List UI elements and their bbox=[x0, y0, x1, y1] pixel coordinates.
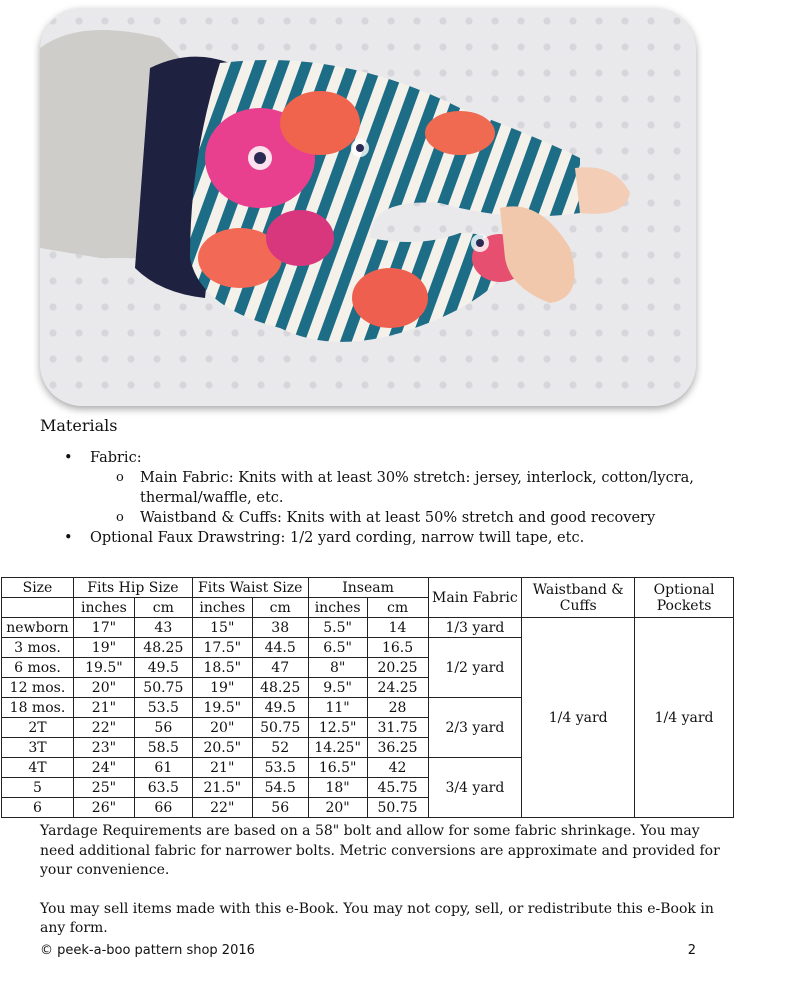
list-item-fabric bbox=[40, 448, 720, 528]
cell-hip-in: 25" bbox=[73, 778, 134, 798]
copyright-text: © peek-a-boo pattern shop 2016 bbox=[40, 943, 255, 958]
cell-hip-in: 22" bbox=[73, 718, 134, 738]
cell-hip-cm: 48.25 bbox=[134, 638, 192, 658]
header-inseam: Inseam bbox=[308, 578, 428, 598]
cell-waist-cm: 38 bbox=[252, 618, 308, 638]
cell-hip-in: 26" bbox=[73, 798, 134, 818]
header-inseam-cm: cm bbox=[367, 598, 428, 618]
cell-waist-cm: 50.75 bbox=[252, 718, 308, 738]
header-waistband-cuffs: Waistband & Cuffs bbox=[522, 578, 635, 618]
cell-waist-cm: 47 bbox=[252, 658, 308, 678]
cell-inseam-in: 11" bbox=[308, 698, 367, 718]
cell-hip-in: 19" bbox=[73, 638, 134, 658]
cell-size: 3 mos. bbox=[2, 638, 74, 658]
header-main-fabric: Main Fabric bbox=[428, 578, 522, 618]
header-hip-cm: cm bbox=[134, 598, 192, 618]
cell-hip-cm: 53.5 bbox=[134, 698, 192, 718]
cell-inseam-cm: 50.75 bbox=[367, 798, 428, 818]
cell-size: 18 mos. bbox=[2, 698, 74, 718]
cell-waist-in: 22" bbox=[192, 798, 252, 818]
notes-section bbox=[40, 822, 730, 958]
header-waist-inches: inches bbox=[192, 598, 252, 618]
size-chart-table bbox=[1, 577, 734, 818]
cell-inseam-cm: 45.75 bbox=[367, 778, 428, 798]
cell-hip-cm: 66 bbox=[134, 798, 192, 818]
cell-size: 12 mos. bbox=[2, 678, 74, 698]
cell-inseam-in: 16.5" bbox=[308, 758, 367, 778]
list-item-main-fabric: o Main Fabric: Knits with at least 30% stretch: jersey, interlock, cotton/lycra, thermal/waffle, etc. bbox=[90, 468, 720, 508]
cell-hip-in: 19.5" bbox=[73, 658, 134, 678]
baby-pants-photo bbox=[40, 8, 696, 406]
cell-waist-in: 20.5" bbox=[192, 738, 252, 758]
cell-waist-cm: 48.25 bbox=[252, 678, 308, 698]
cell-inseam-in: 12.5" bbox=[308, 718, 367, 738]
cell-hip-cm: 50.75 bbox=[134, 678, 192, 698]
header-inseam-inches: inches bbox=[308, 598, 367, 618]
list-item-waistband-cuffs: o Waistband & Cuffs: Knits with at least 50% stretch and good recovery bbox=[90, 508, 720, 528]
cell-waist-in: 15" bbox=[192, 618, 252, 638]
cell-waist-cm: 44.5 bbox=[252, 638, 308, 658]
cell-size: 6 bbox=[2, 798, 74, 818]
cell-inseam-in: 20" bbox=[308, 798, 367, 818]
header-hip: Fits Hip Size bbox=[73, 578, 192, 598]
cell-inseam-cm: 36.25 bbox=[367, 738, 428, 758]
materials-list bbox=[40, 448, 720, 548]
header-waist-cm: cm bbox=[252, 598, 308, 618]
cell-size: newborn bbox=[2, 618, 74, 638]
cell-size: 4T bbox=[2, 758, 74, 778]
fabric-sublist bbox=[90, 468, 720, 528]
cell-waist-in: 21.5" bbox=[192, 778, 252, 798]
cell-inseam-cm: 20.25 bbox=[367, 658, 428, 678]
header-size-blank bbox=[2, 598, 74, 618]
cell-inseam-in: 8" bbox=[308, 658, 367, 678]
cell-waist-cm: 56 bbox=[252, 798, 308, 818]
cell-hip-cm: 43 bbox=[134, 618, 192, 638]
cell-inseam-cm: 28 bbox=[367, 698, 428, 718]
cell-waist-in: 19.5" bbox=[192, 698, 252, 718]
cell-waist-cm: 52 bbox=[252, 738, 308, 758]
cell-size: 5 bbox=[2, 778, 74, 798]
cell-waist-in: 21" bbox=[192, 758, 252, 778]
cell-hip-cm: 58.5 bbox=[134, 738, 192, 758]
cell-waist-cm: 53.5 bbox=[252, 758, 308, 778]
table-row bbox=[2, 618, 734, 638]
photo-illustration bbox=[40, 8, 696, 406]
cell-optional-pockets: 1/4 yard bbox=[635, 618, 734, 818]
header-waist: Fits Waist Size bbox=[192, 578, 308, 598]
cell-main-fabric: 1/2 yard bbox=[428, 638, 522, 698]
header-optional-pockets: Optional Pockets bbox=[635, 578, 734, 618]
list-item-drawstring: • Optional Faux Drawstring: 1/2 yard cording, narrow twill tape, etc. bbox=[40, 528, 720, 548]
cell-inseam-in: 5.5" bbox=[308, 618, 367, 638]
cell-main-fabric: 1/3 yard bbox=[428, 618, 522, 638]
cell-size: 6 mos. bbox=[2, 658, 74, 678]
cell-hip-in: 20" bbox=[73, 678, 134, 698]
cell-hip-cm: 61 bbox=[134, 758, 192, 778]
page-footer bbox=[40, 943, 696, 958]
cell-hip-in: 17" bbox=[73, 618, 134, 638]
cell-waist-cm: 49.5 bbox=[252, 698, 308, 718]
cell-inseam-cm: 14 bbox=[367, 618, 428, 638]
cell-hip-in: 24" bbox=[73, 758, 134, 778]
header-hip-inches: inches bbox=[73, 598, 134, 618]
fabric-label: Fabric: bbox=[90, 450, 142, 466]
cell-inseam-in: 6.5" bbox=[308, 638, 367, 658]
cell-waist-in: 18.5" bbox=[192, 658, 252, 678]
yardage-note: Yardage Requirements are based on a 58" bolt and allow for some fabric shrinkage. You may need additional fabric for narrower bolts. Metric conversions are approximate and provided for your convenience. bbox=[40, 823, 720, 878]
cell-size: 3T bbox=[2, 738, 74, 758]
materials-heading: Materials bbox=[40, 416, 118, 435]
cell-waistband-cuffs: 1/4 yard bbox=[522, 618, 635, 818]
license-note: You may sell items made with this e-Book. You may not copy, sell, or redistribute this e-Book in any form. bbox=[40, 900, 714, 936]
cell-inseam-cm: 42 bbox=[367, 758, 428, 778]
cell-waist-in: 17.5" bbox=[192, 638, 252, 658]
cell-inseam-cm: 24.25 bbox=[367, 678, 428, 698]
cell-inseam-in: 14.25" bbox=[308, 738, 367, 758]
cell-inseam-cm: 16.5 bbox=[367, 638, 428, 658]
cell-main-fabric: 3/4 yard bbox=[428, 758, 522, 818]
cell-waist-cm: 54.5 bbox=[252, 778, 308, 798]
cell-waist-in: 20" bbox=[192, 718, 252, 738]
cell-hip-cm: 49.5 bbox=[134, 658, 192, 678]
cell-hip-cm: 63.5 bbox=[134, 778, 192, 798]
header-size: Size bbox=[2, 578, 74, 598]
cell-main-fabric: 2/3 yard bbox=[428, 698, 522, 758]
cell-hip-cm: 56 bbox=[134, 718, 192, 738]
cell-size: 2T bbox=[2, 718, 74, 738]
cell-hip-in: 23" bbox=[73, 738, 134, 758]
page-number: 2 bbox=[687, 943, 696, 958]
cell-inseam-in: 18" bbox=[308, 778, 367, 798]
cell-hip-in: 21" bbox=[73, 698, 134, 718]
cell-inseam-cm: 31.75 bbox=[367, 718, 428, 738]
cell-waist-in: 19" bbox=[192, 678, 252, 698]
cell-inseam-in: 9.5" bbox=[308, 678, 367, 698]
